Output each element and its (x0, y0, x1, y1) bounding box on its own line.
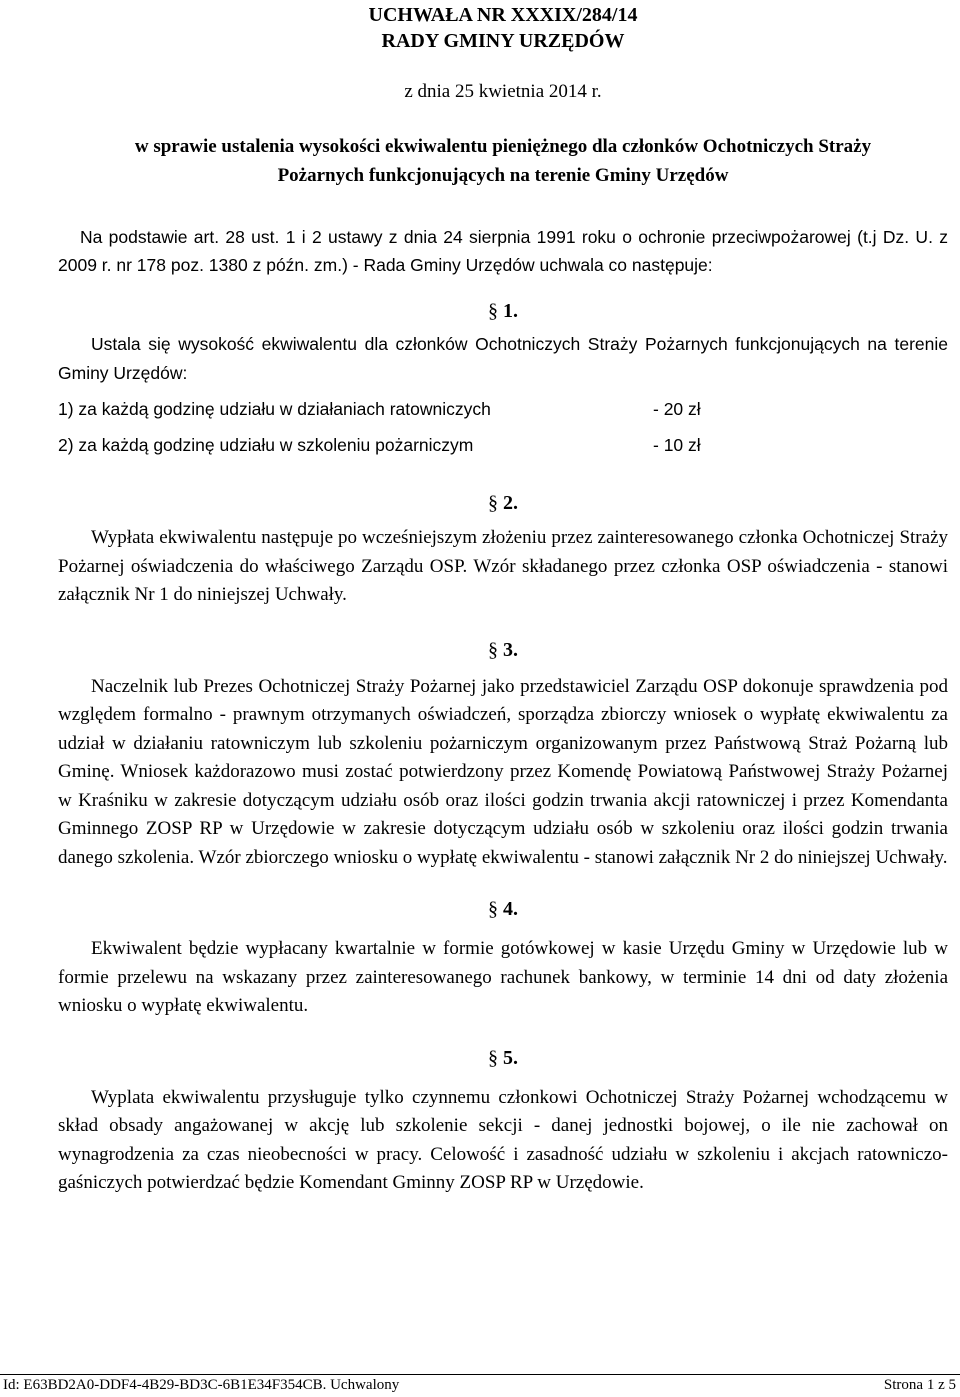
page-number: Strona 1 z 5 (883, 1377, 956, 1393)
section-4-heading (58, 897, 948, 921)
section-number: 3. (503, 638, 518, 661)
rate-item (58, 435, 948, 471)
paragraph-sign: § (488, 898, 498, 920)
section-3-text: Naczelnik lub Prezes Ochotniczej Straży Pożarnej jako przedstawiciel Zarządu OSP dokonuje sprawdzenia pod względem formalno - prawnym otrzymanych oświadczeń, sporządza zbiorczy wniosek o wypłatę ekwiwalentu za udział w działaniu ratowniczym lub szkoleniu pożarniczym organizowanym przez Państwową Straż Pożarną lub Gminę. Wniosek każdorazowo musi zostać potwierdzony przez Komendę Powiatową Państwowej Straży Pożarnej w Kraśniku w zakresie dotyczącym udziału osób oraz ilości godzin trwania akcji ratowniczej i przez Komendanta Gminnego ZOSP RP w Urzędowie w zakresie dotyczącym udziału osób w szkoleniu oraz ilości godzin trwania danego szkolenia. Wzór zbiorczego wniosku o wypłatę ekwiwalentu - stanowi załącznik Nr 2 do niniejszej Uchwały. (58, 675, 948, 868)
subject-line2: Pożarnych funkcjonujących na terenie Gminy Urzędów (277, 165, 729, 186)
document-date: z dnia 25 kwietnia 2014 r. (404, 81, 602, 102)
section-number: 1. (503, 300, 518, 322)
rate-label: 2) za każdą godzinę udziału w szkoleniu pożarniczym (58, 435, 474, 455)
section-1-heading (58, 299, 948, 323)
paragraph-sign: § (488, 1046, 498, 1069)
rate-label: 1) za każdą godzinę udziału w działaniach ratowniczych (58, 399, 491, 419)
section-3-heading (58, 638, 948, 662)
document-subject (58, 132, 948, 190)
rate-item (58, 399, 948, 435)
document-title-line2: RADY GMINY URZĘDÓW (381, 30, 625, 52)
section-2-text: Wypłata ekwiwalentu następuje po wcześniejszym złożeniu przez zainteresowanego członka Ochotniczej Straży Pożarnej oświadczenia do właściwego Zarządu OSP. Wzór składanego przez członka OSP oświadczenia - stanowi załącznik Nr 1 do niniejszej Uchwały. (58, 527, 948, 605)
section-number: 5. (503, 1046, 518, 1069)
section-4-text: Ekwiwalent będzie wypłacany kwartalnie w formie gotówkowej w kasie Urzędu Gminy w Urzędowie lub w formie przelewu na wskazany przez zainteresowanego rachunek bankowy, w terminie 14 dni od daty złożenia wniosku o wypłatę ekwiwalentu. (58, 938, 948, 1016)
section-1-text: Ustala się wysokość ekwiwalentu dla członków Ochotniczych Straży Pożarnych funkcjonujących na terenie Gminy Urzędów: (58, 334, 948, 383)
paragraph-sign: § (488, 638, 498, 661)
document-title-line1: UCHWAŁA NR XXXIX/284/14 (368, 4, 638, 26)
document-id: Id: E63BD2A0-DDF4-4B29-BD3C-6B1E34F354CB. Uchwalony (3, 1377, 400, 1393)
document-page (58, 0, 948, 1198)
section-number: 4. (503, 898, 518, 920)
legal-basis-paragraph: Na podstawie art. 28 ust. 1 i 2 ustawy z dnia 24 sierpnia 1991 roku o ochronie przeciwpożarowej (t.j Dz. U. z 2009 r. nr 178 poz. 1380 z późn. zm.) - Rada Gminy Urzędów uchwala co następuje: (58, 227, 948, 275)
page-footer (0, 1374, 960, 1397)
paragraph-sign: § (488, 300, 498, 322)
rate-amount: - 10 zł (653, 435, 701, 455)
section-number: 2. (503, 492, 518, 514)
section-5-heading (58, 1046, 948, 1070)
rates-list (58, 399, 948, 471)
subject-line1: w sprawie ustalenia wysokości ekwiwalentu pieniężnego dla członków Ochotniczych Straży (134, 136, 872, 157)
section-2-heading (58, 491, 948, 515)
paragraph-sign: § (488, 492, 498, 514)
rate-amount: - 20 zł (653, 399, 701, 419)
section-5-text: Wyplata ekwiwalentu przysługuje tylko czynnemu członkowi Ochotniczej Straży Pożarnej wchodzącemu w skład obsady angażowanej w akcję lub szkolenie sekcji - danej jednostki bojowej, o ile nie zachował on wynagrodzenia za czas nieobecności w pracy. Celowość i zasadność udziału w szkoleniu i akcjach ratowniczo-gaśniczych potwierdzać będzie Komendant Gminny ZOSP RP w Urzędowie. (58, 1086, 948, 1193)
